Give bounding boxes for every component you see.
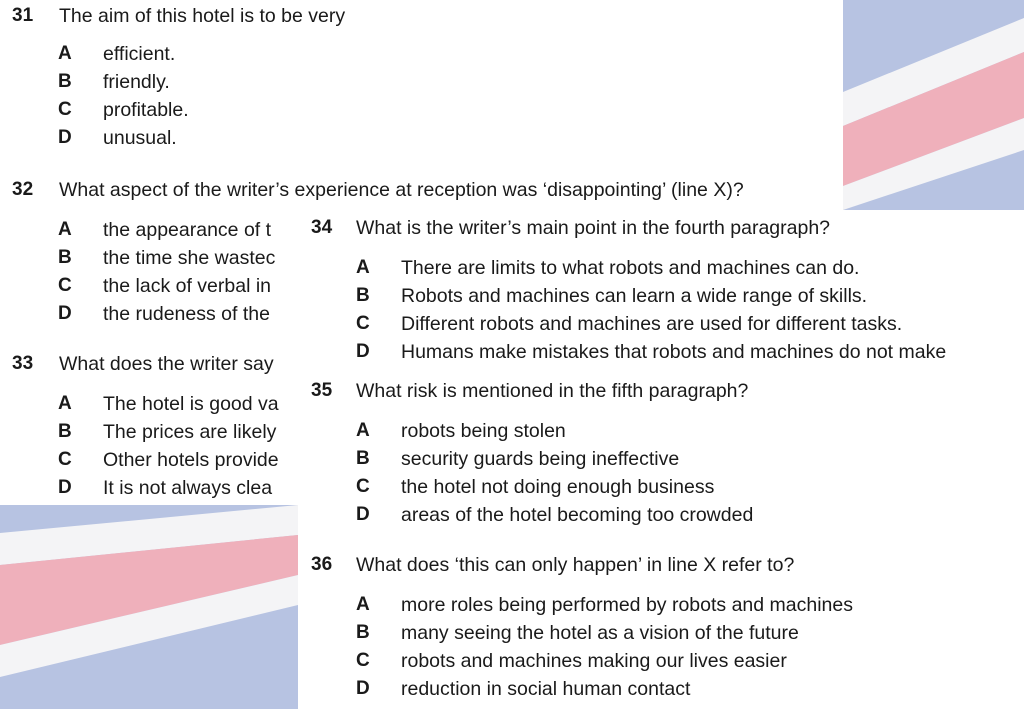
option-text: many seeing the hotel as a vision of the future (401, 622, 799, 644)
option-text: The prices are likely (103, 421, 277, 443)
option-letter: A (356, 257, 370, 278)
option-letter: B (58, 71, 72, 92)
option-letter: C (356, 313, 370, 334)
option-text: robots being stolen (401, 420, 566, 442)
option-text: There are limits to what robots and machines can do. (401, 257, 860, 279)
option-letter: C (356, 476, 370, 497)
question-number: 33 (12, 353, 34, 374)
option-text: The hotel is good va (103, 393, 279, 415)
option-letter: D (356, 678, 370, 699)
option-letter: B (58, 247, 72, 268)
question-text: What risk is mentioned in the fifth paragraph? (356, 380, 749, 402)
option-text: more roles being performed by robots and machines (401, 594, 853, 616)
option-letter: B (356, 285, 370, 306)
option-text: It is not always clea (103, 477, 273, 499)
option-text: efficient. (103, 43, 176, 65)
question-text: The aim of this hotel is to be very (59, 5, 346, 27)
question-text: What does ‘this can only happen’ in line X refer to? (356, 554, 795, 576)
option-letter: A (356, 420, 370, 441)
question-text: What aspect of the writer’s experience at reception was ‘disappointing’ (line X)? (59, 179, 744, 201)
option-letter: B (356, 448, 370, 469)
option-letter: A (58, 393, 72, 414)
option-text: the hotel not doing enough business (401, 476, 715, 498)
option-text: the rudeness of the (103, 303, 270, 325)
question-panel-front (298, 210, 1024, 709)
option-letter: B (356, 622, 370, 643)
option-text: reduction in social human contact (401, 678, 691, 700)
option-text: Other hotels provide (103, 449, 279, 471)
option-text: areas of the hotel becoming too crowded (401, 504, 754, 526)
option-letter: D (356, 341, 370, 362)
option-letter: A (58, 219, 72, 240)
option-letter: B (58, 421, 72, 442)
option-letter: C (356, 650, 370, 671)
option-letter: A (356, 594, 370, 615)
option-letter: D (58, 477, 72, 498)
question-text: What does the writer say (59, 353, 274, 375)
flag-background-top-right (843, 0, 1024, 210)
option-letter: A (58, 43, 72, 64)
option-text: Robots and machines can learn a wide range of skills. (401, 285, 868, 307)
option-text: robots and machines making our lives easier (401, 650, 787, 672)
option-letter: D (58, 127, 72, 148)
question-number: 34 (311, 217, 333, 238)
option-text: Different robots and machines are used for different tasks. (401, 313, 903, 335)
option-text: unusual. (103, 127, 177, 149)
option-text: Humans make mistakes that robots and machines do not make (401, 341, 947, 363)
option-letter: D (356, 504, 370, 525)
question-number: 32 (12, 179, 34, 200)
question-number: 36 (311, 554, 333, 575)
option-text: the appearance of t (103, 219, 272, 241)
option-letter: C (58, 449, 72, 470)
option-letter: D (58, 303, 72, 324)
option-text: the lack of verbal in (103, 275, 272, 297)
option-text: security guards being ineffective (401, 448, 680, 470)
question-text: What is the writer’s main point in the fourth paragraph? (356, 217, 831, 239)
option-text: the time she wastec (103, 247, 276, 269)
option-letter: C (58, 275, 72, 296)
question-number: 35 (311, 380, 333, 401)
flag-background-bottom-left (0, 505, 298, 709)
question-number: 31 (12, 5, 34, 26)
option-text: friendly. (103, 71, 170, 93)
option-text: profitable. (103, 99, 189, 121)
option-letter: C (58, 99, 72, 120)
